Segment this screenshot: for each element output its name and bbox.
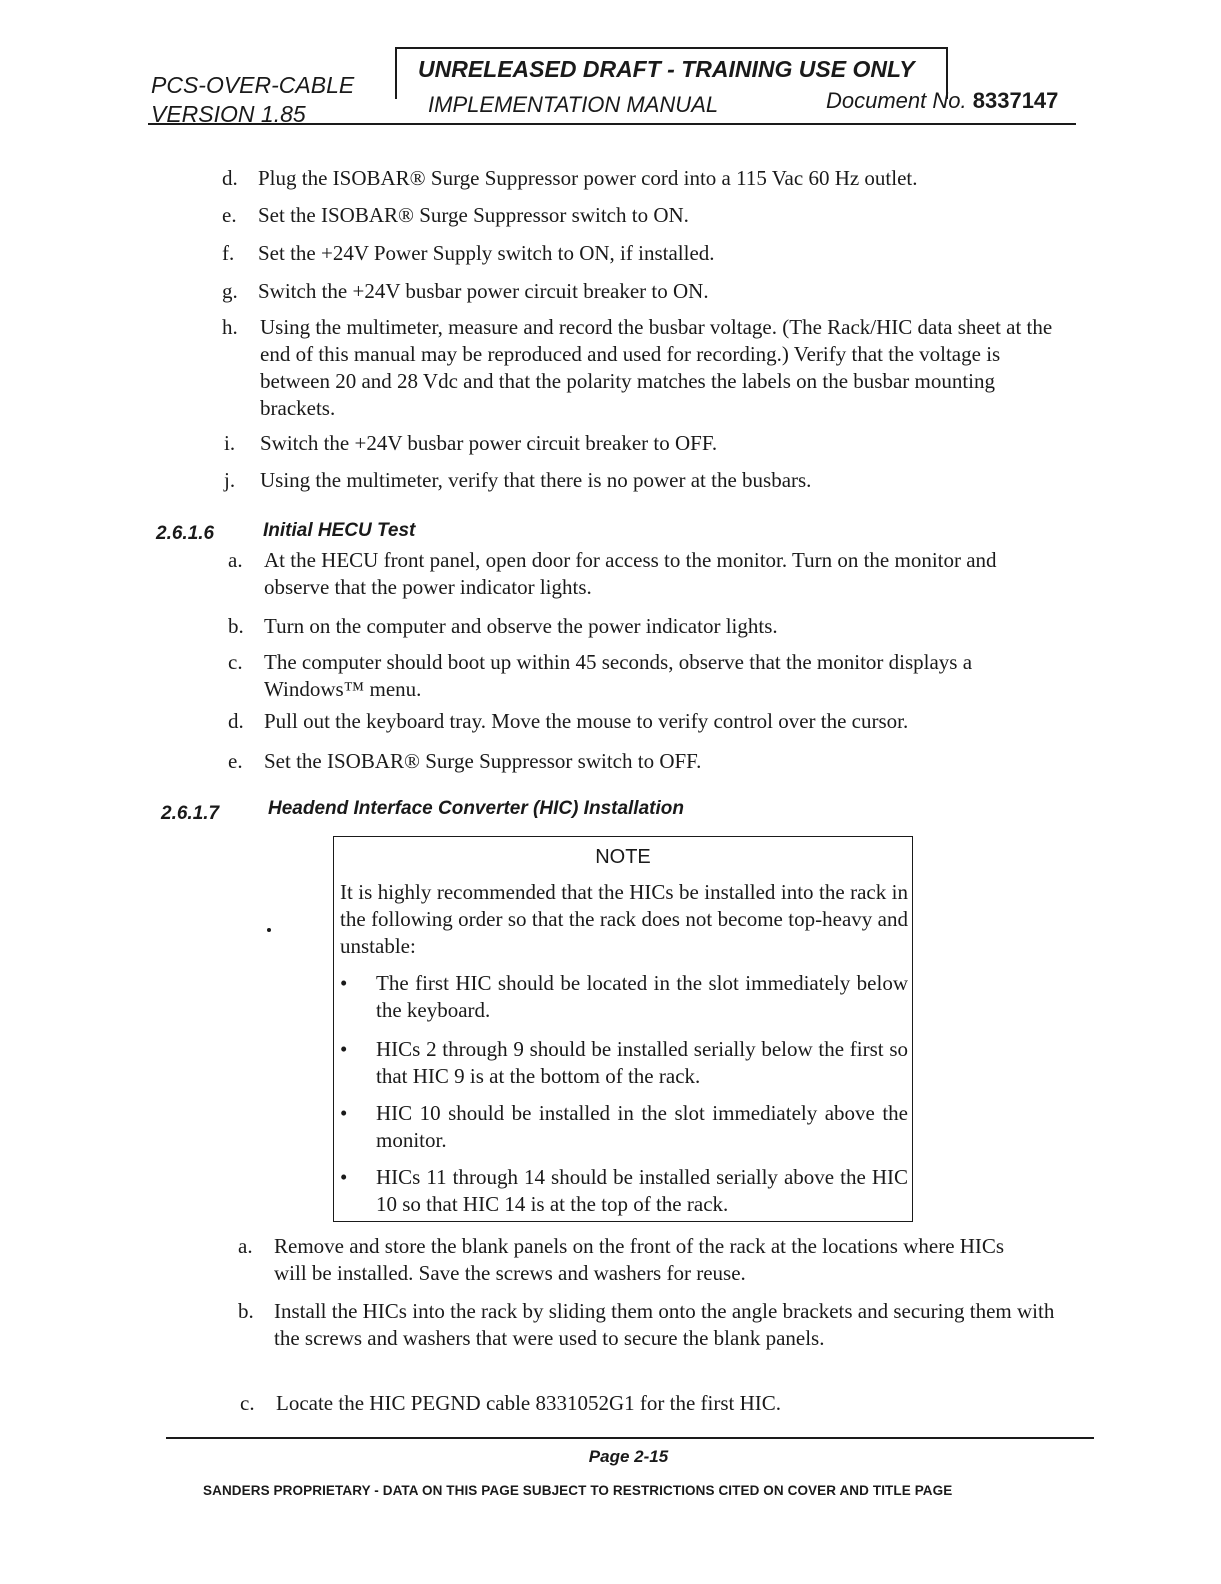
- step-marker: g.: [222, 279, 238, 303]
- note-bullet-text: HICs 11 through 14 should be installed serially above the HIC 10 so that HIC 14 is at the top of the rack.: [376, 1165, 908, 1216]
- step-text: Using the multimeter, verify that there is no power at the busbars.: [260, 468, 812, 492]
- step-text: Install the HICs into the rack by sliding them onto the angle brackets and securing them with the screws and washers that were used to secure the blank panels.: [274, 1299, 1055, 1350]
- step-text: Switch the +24V busbar power circuit breaker to ON.: [258, 279, 709, 303]
- step-marker: h.: [222, 315, 238, 339]
- step-text: Set the ISOBAR® Surge Suppressor switch to OFF.: [264, 749, 702, 773]
- step-marker: e.: [228, 749, 243, 773]
- step-marker: j.: [224, 468, 236, 492]
- note-title: NOTE: [595, 846, 651, 868]
- step-marker: b.: [228, 614, 244, 638]
- step-marker: f.: [222, 241, 235, 265]
- bullet-dot: •: [340, 971, 348, 995]
- bullet-dot: •: [340, 1101, 348, 1125]
- step-marker: c.: [240, 1391, 255, 1415]
- header-document-number: [826, 90, 1058, 112]
- note-box: [333, 836, 913, 1222]
- note-bullet-text: HIC 10 should be installed in the slot immediately above the monitor.: [376, 1101, 908, 1152]
- step-marker: e.: [222, 203, 237, 227]
- step-text: Turn on the computer and observe the power indicator lights.: [264, 614, 778, 638]
- step-marker: a.: [238, 1234, 253, 1258]
- step-text: Locate the HIC PEGND cable 8331052G1 for the first HIC.: [276, 1391, 782, 1415]
- step-text: Remove and store the blank panels on the front of the rack at the locations where HICs will be installed. Save the screws and washers for reuse.: [274, 1234, 1005, 1285]
- step-text: Set the ISOBAR® Surge Suppressor switch to ON.: [258, 203, 689, 227]
- proprietary-notice: SANDERS PROPRIETARY - DATA ON THIS PAGE SUBJECT TO RESTRICTIONS CITED ON COVER AND TITLE PAGE: [203, 1483, 953, 1498]
- step-text: Pull out the keyboard tray. Move the mouse to verify control over the cursor.: [264, 709, 909, 733]
- step-text: The computer should boot up within 45 seconds, observe that the monitor displays a Windows™ menu.: [264, 650, 973, 701]
- scan-speck: [267, 928, 271, 932]
- header-version: VERSION 1.85: [151, 101, 306, 127]
- section-2616-number: 2.6.1.6: [156, 523, 215, 544]
- step-text: Switch the +24V busbar power circuit breaker to OFF.: [260, 431, 718, 455]
- draft-banner: UNRELEASED DRAFT - TRAINING USE ONLY: [418, 56, 915, 82]
- section-2617-number: 2.6.1.7: [161, 803, 220, 824]
- step-marker: c.: [228, 650, 243, 674]
- step-marker: a.: [228, 548, 243, 572]
- header-product: PCS-OVER-CABLE: [151, 72, 355, 98]
- header-manual-title: IMPLEMENTATION MANUAL: [428, 92, 719, 117]
- page-number: Page 2-15: [588, 1447, 669, 1466]
- step-marker: d.: [222, 166, 238, 190]
- bullet-dot: •: [340, 1165, 348, 1189]
- step-text: Using the multimeter, measure and record the busbar voltage. (The Rack/HIC data sheet at the end of this manual may be reproduced and used for recording.) Verify that the voltage is between 20 and 28 Vdc and that the polarity matches the labels on the busbar mounting brackets.: [260, 315, 1053, 420]
- section-2616-title: Initial HECU Test: [263, 520, 416, 541]
- bullet-dot: •: [340, 1037, 348, 1061]
- footer-rule: [166, 1437, 1094, 1439]
- step-text: At the HECU front panel, open door for access to the monitor. Turn on the monitor and observe that the power indicator lights.: [264, 548, 997, 599]
- step-marker: b.: [238, 1299, 254, 1323]
- header-rule: [148, 123, 1076, 125]
- note-bullet-text: HICs 2 through 9 should be installed serially below the first so that HIC 9 is at the bottom of the rack.: [376, 1037, 908, 1088]
- step-marker: d.: [228, 709, 244, 733]
- step-text: Set the +24V Power Supply switch to ON, if installed.: [258, 241, 715, 265]
- step-marker: i.: [224, 431, 236, 455]
- step-text: Plug the ISOBAR® Surge Suppressor power cord into a 115 Vac 60 Hz outlet.: [258, 166, 918, 190]
- note-bullet-text: The first HIC should be located in the slot immediately below the keyboard.: [376, 971, 908, 1022]
- document-number-value: 8337147: [972, 88, 1059, 113]
- section-2617-title: Headend Interface Converter (HIC) Installation: [268, 798, 684, 819]
- note-intro: It is highly recommended that the HICs be installed into the rack in the following order so that the rack does not become top-heavy and unstable:: [340, 880, 908, 958]
- document-number-label: Document No.: [826, 88, 967, 113]
